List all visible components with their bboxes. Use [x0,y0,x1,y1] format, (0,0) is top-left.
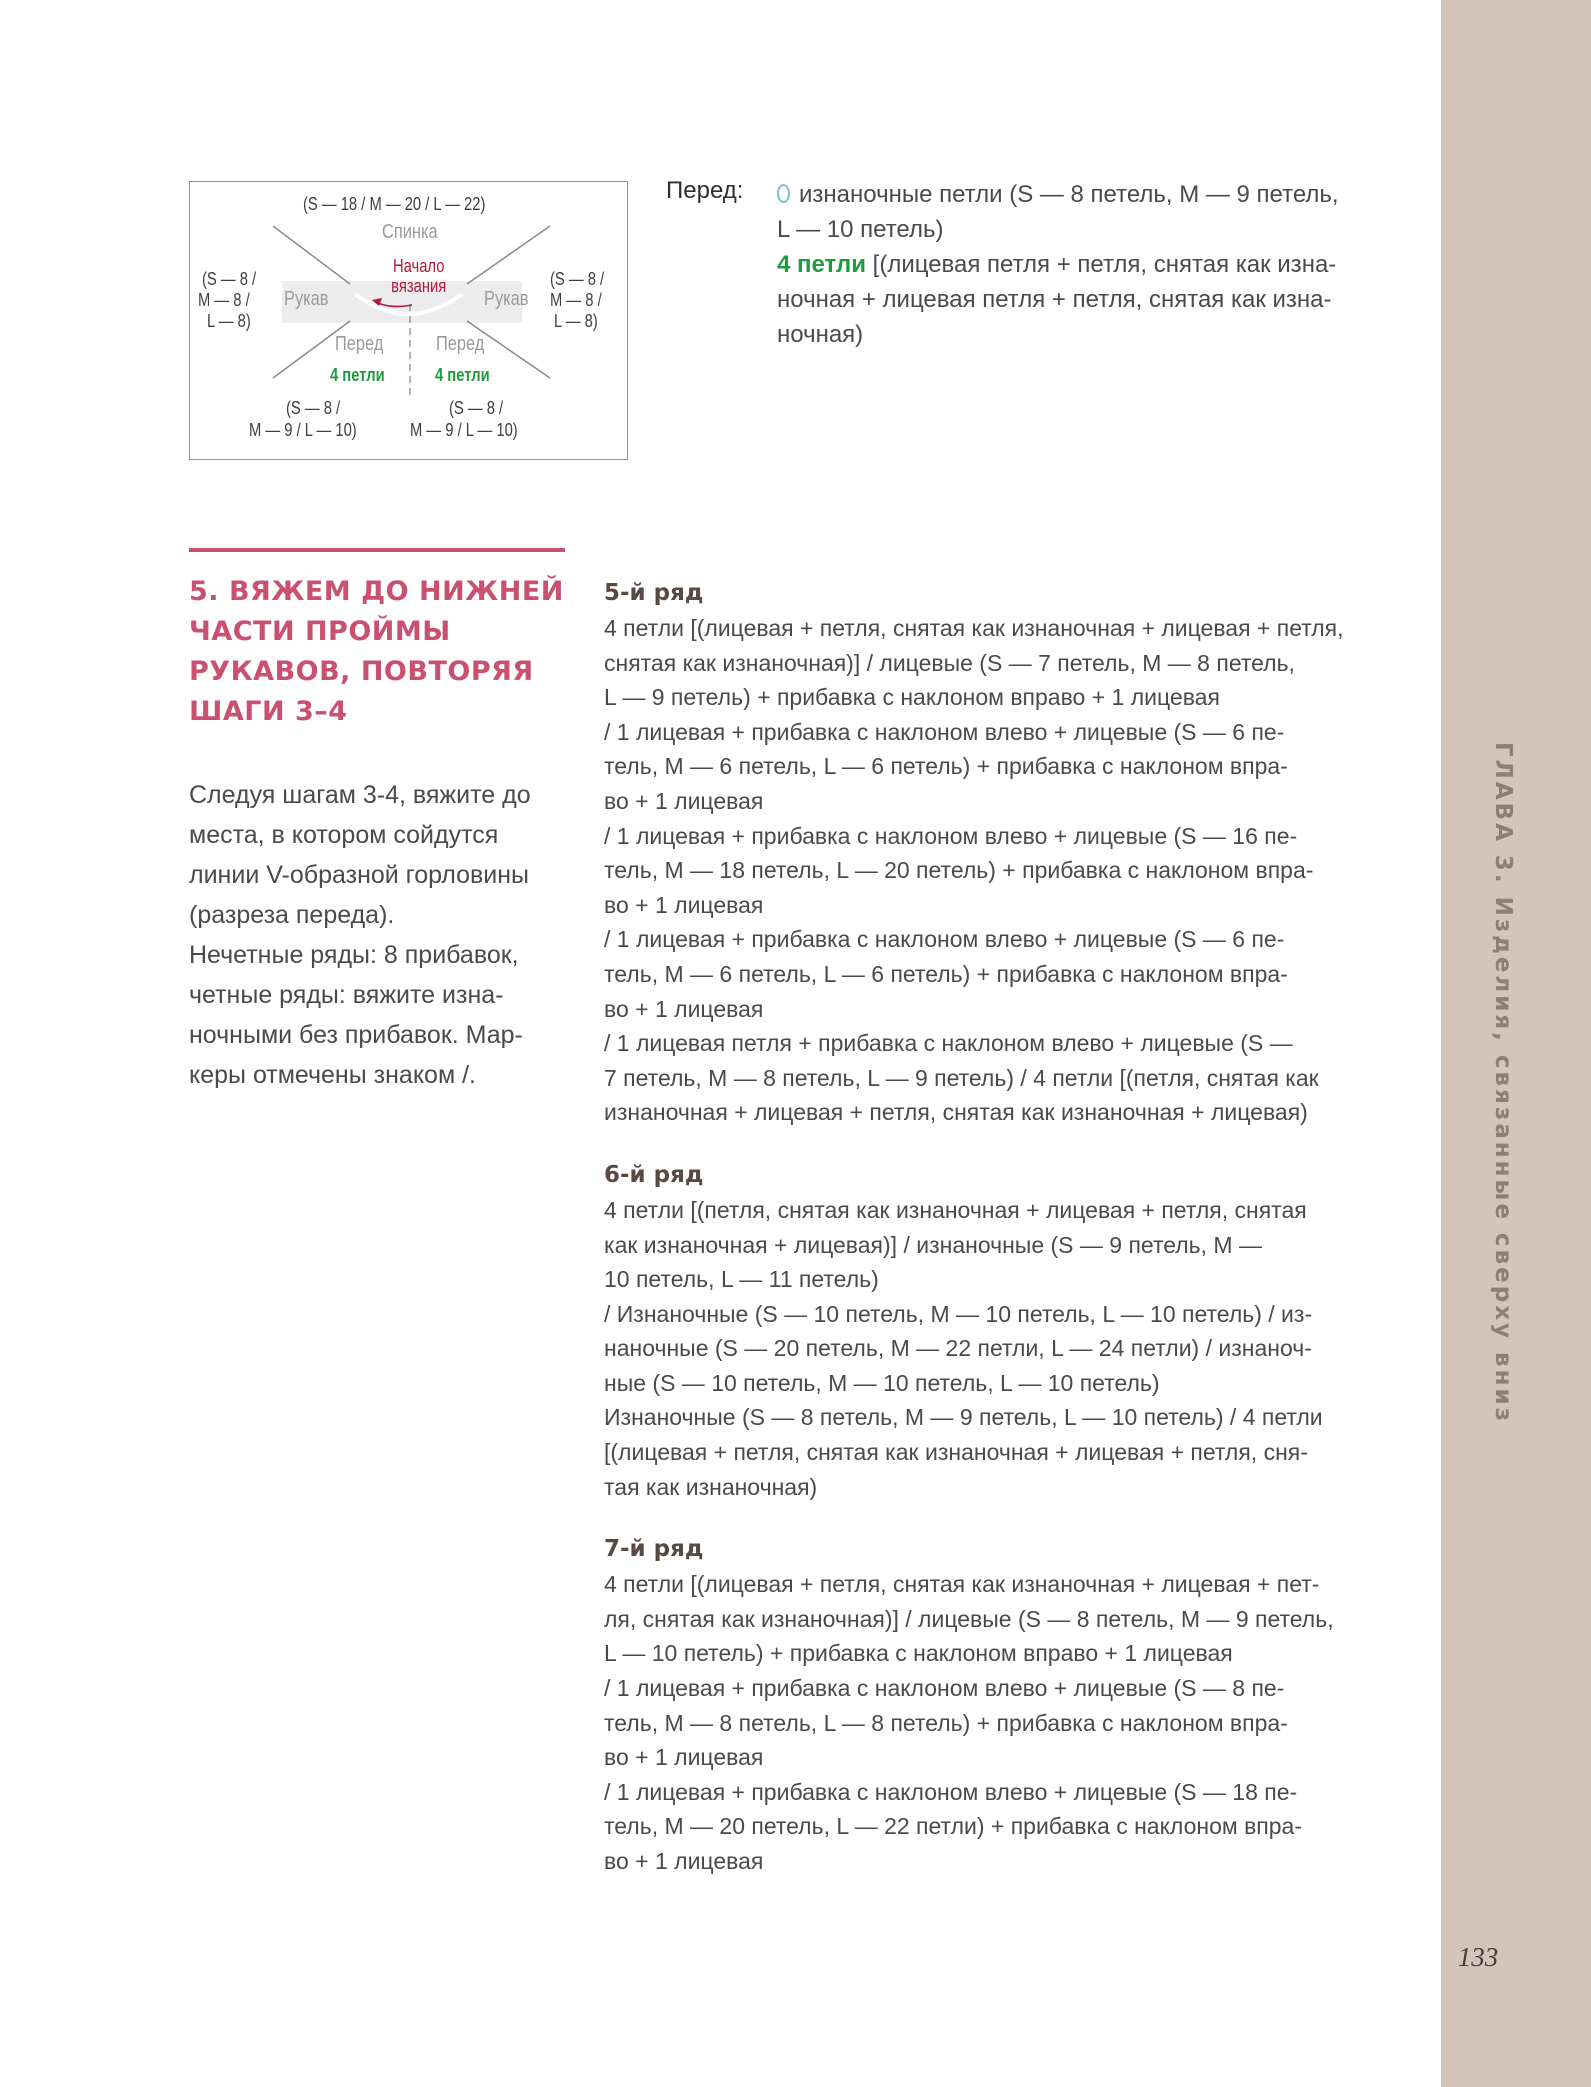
raglan-line-top-right [467,226,550,284]
row-line: / 1 лицевая + прибавка с наклоном влево + лицевые (S — 8 пе- [604,1675,1285,1702]
front-left-label: Перед [335,333,384,355]
row-line: / 1 лицевая + прибавка с наклоном влево + лицевые (S — 18 пе- [604,1778,1298,1805]
top-counts: (S — 18 / M — 20 / L — 22) [303,194,486,214]
row-line: во + 1 лицевая [604,891,764,918]
heading-line: ШАГИ 3–4 [189,696,348,727]
row-line: 4 петли [(петля, снятая как изнаночная + лицевая + петля, снятая [604,1196,1307,1223]
section-rule [189,548,565,552]
legend-line-2: L — 10 петель) [777,216,944,243]
row-line: 4 петли [(лицевая + петля, снятая как изнаночная + лицевая + пет- [604,1571,1320,1598]
row-line: ля, снятая как изнаночная)] / лицевые (S — 8 петель, M — 9 петель, [604,1605,1334,1632]
row-line: 7 петель, M — 8 петель, L — 9 петель) / 4 петли [(петля, снятая как [604,1064,1319,1091]
intro-line: места, в котором сойдутся [189,821,499,849]
row-line: / 1 лицевая петля + прибавка с наклоном влево + лицевые (S — [604,1030,1293,1057]
row-title: 6-й ряд [604,1161,704,1188]
row-line: наночные (S — 20 петель, M — 22 петли, L — 24 петли) / изнаноч- [604,1335,1312,1362]
front-legend-label: Перед: [666,177,744,204]
right-counts-3: L — 8) [554,311,598,331]
intro-line: Следуя шагам 3-4, вяжите до [189,781,531,809]
row-line: / Изнаночные (S — 10 петель, M — 10 петель, L — 10 петель) / из- [604,1300,1313,1327]
legend-line-1: изнаночные петли (S — 8 петель, M — 9 петель, [799,181,1339,208]
row-line: 4 петли [(лицевая + петля, снятая как изнаночная + лицевая + петля, [604,615,1344,641]
row-line: как изнаночная + лицевая)] / изнаночные (S — 9 петель, M — [604,1231,1262,1258]
right-counts-2: M — 8 / [550,290,602,310]
front-legend-text [777,177,1397,352]
sleeve-left-label: Рукав [284,288,329,310]
intro-line: ночными без прибавок. Мар- [189,1021,523,1049]
raglan-diagram [189,181,628,460]
intro-line: Нечетные ряды: 8 прибавок, [189,941,519,969]
right-counts-1: (S — 8 / [550,269,605,289]
row-line: во + 1 лицевая [604,995,764,1022]
front-right-label: Перед [436,333,485,355]
left-counts-3: L — 8) [207,311,251,331]
intro-line: (разреза переда). [189,901,395,929]
front-right-loops: 4 петли [435,365,490,385]
row-line: во + 1 лицевая [604,787,764,814]
row-line: тель, M — 8 петель, L — 8 петель) + прибавка с наклоном впра- [604,1709,1288,1736]
legend-line-3 [777,247,1397,282]
row-line: тель, M — 6 петель, L — 6 петель) + прибавка с наклоном впра- [604,753,1288,780]
row-line: 10 петель, L — 11 петель) [604,1266,879,1293]
row-line: ные (S — 10 петель, M — 10 петель, L — 10 петель) [604,1369,1160,1396]
intro-line: линии V-образной горловины [189,861,530,889]
legend-line-4: ночная + лицевая петля + петля, снятая как изна- [777,286,1332,313]
row-line: / 1 лицевая + прибавка с наклоном влево + лицевые (S — 6 пе- [604,926,1285,953]
bottom-left-counts-2: M — 9 / L — 10) [249,420,357,440]
intro-line: керы отмечены знаком /. [189,1061,476,1089]
sleeve-right-label: Рукав [484,288,529,310]
start-label: Начало вязания [391,256,447,296]
heading-line: РУКАВОВ, ПОВТОРЯЯ [189,656,534,687]
bottom-left-counts-1: (S — 8 / [286,398,341,418]
row-line: тель, M — 18 петель, L — 20 петель) + прибавка с наклоном впра- [604,857,1314,884]
row-block [604,575,1404,1130]
raglan-line-top-left [273,226,350,284]
row-line: Изнаночные (S — 8 петель, M — 9 петель, L — 10 петель) / 4 петли [604,1404,1323,1431]
bottom-right-counts-2: M — 9 / L — 10) [410,420,518,440]
row-line: во + 1 лицевая [604,1848,764,1874]
legend-green-loops: 4 петли [777,251,866,278]
left-counts-1: (S — 8 / [202,269,257,289]
row-instructions [604,575,1404,1906]
row-line: L — 9 петель) + прибавка с наклоном вправо + 1 лицевая [604,684,1220,711]
row-line: [(лицевая + петля, снятая как изнаночная + лицевая + петля, сня- [604,1439,1308,1466]
bottom-right-counts-1: (S — 8 / [449,398,504,418]
intro-line: четные ряды: вяжите изна- [189,981,504,1009]
chapter-sidebar [1441,0,1591,2087]
row-block [604,1157,1404,1504]
row-line: тель, M — 20 петель, L — 22 петли) + прибавка с наклоном впра- [604,1813,1302,1840]
row-block [604,1531,1404,1878]
front-left-loops: 4 петли [330,365,385,385]
section-intro [189,775,569,1095]
row-line: изнаночная + лицевая + петля, снятая как изнаночная + лицевая) [604,1099,1308,1126]
left-counts-2: M — 8 / [198,290,250,310]
row-line: / 1 лицевая + прибавка с наклоном влево + лицевые (S — 16 пе- [604,822,1298,849]
legend-line-3-rest: [(лицевая петля + петля, снятая как изна- [865,251,1337,278]
heading-line: ЧАСТИ ПРОЙМЫ [189,616,451,647]
back-label: Спинка [382,221,438,243]
row-line: тель, M — 6 петель, L — 6 петель) + прибавка с наклоном впра- [604,960,1288,987]
chapter-title: ГЛАВА 3. Изделия, связанные сверху вниз [1490,742,1516,1424]
section-heading [189,572,579,732]
row-title: 7-й ряд [604,1536,704,1563]
row-title: 5-й ряд [604,580,704,606]
row-line: во + 1 лицевая [604,1744,764,1771]
row-line: снятая как изнаночная)] / лицевые (S — 7 петель, M — 8 петель, [604,649,1295,676]
row-line: / 1 лицевая + прибавка с наклоном влево + лицевые (S — 6 пе- [604,718,1285,745]
heading-line: 5. ВЯЖЕМ ДО НИЖНЕЙ [189,576,564,607]
row-line: тая как изнаночная) [604,1473,818,1500]
row-line: L — 10 петель) + прибавка с наклоном вправо + 1 лицевая [604,1640,1233,1667]
page-number: 133 [1457,1942,1499,1972]
legend-line-5: ночная) [777,321,864,348]
